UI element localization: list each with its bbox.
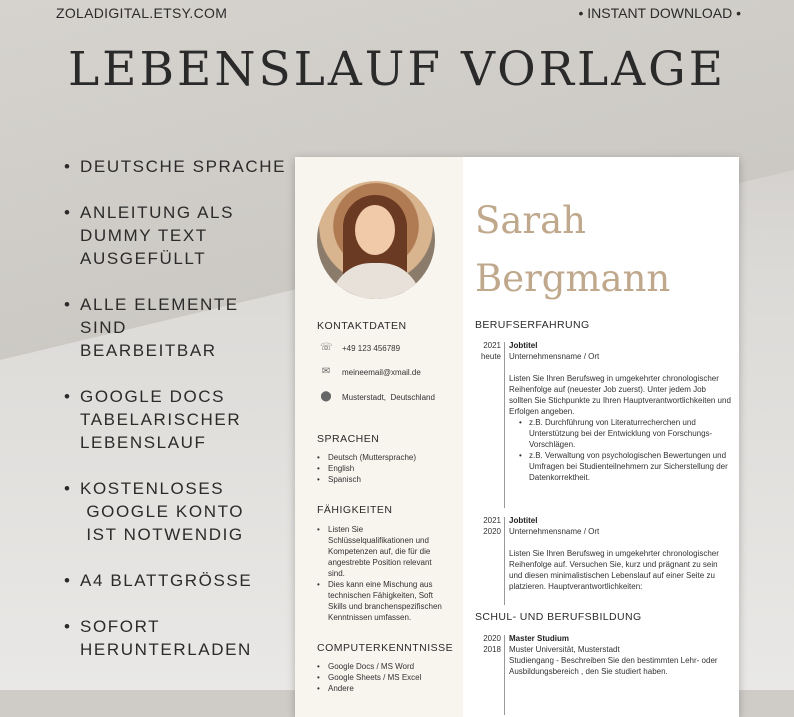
job-company: Unternehmensname / Ort (509, 527, 600, 536)
feature-item (64, 615, 289, 661)
feature-line: TABELARISCHER (80, 410, 242, 429)
address-text: Musterstadt, Deutschland (342, 392, 435, 402)
phone-text: +49 123 456789 (342, 343, 401, 353)
languages-list (317, 452, 457, 485)
instant-download-label: • INSTANT DOWNLOAD • (578, 5, 741, 21)
list-item: • z.B. Durchführung von Literaturrecherchen und Unterstützung bei der Entwicklung von Forschungs-Vorschlägen. (519, 417, 731, 450)
feature-list (64, 155, 289, 684)
feature-line: • SOFORT (80, 617, 161, 636)
skills-list (317, 524, 449, 623)
feature-line: GOOGLE KONTO (80, 502, 245, 521)
feature-line: • ANLEITUNG ALS (80, 203, 235, 222)
skills-heading: FÄHIGKEITEN (317, 504, 393, 516)
job-year-from: 2021 (483, 341, 501, 350)
location-pin-icon: ⬤ (320, 391, 332, 402)
feature-line: • ALLE ELEMENTE SIND (80, 295, 239, 337)
education-entry (475, 633, 733, 713)
feature-line: • DEUTSCHE SPRACHE (80, 157, 287, 176)
timeline-line (504, 517, 505, 605)
feature-item (64, 201, 289, 270)
timeline-line (504, 635, 505, 715)
list-item: • Listen Sie Schlüsselqualifikationen und Kompetenzen auf, die für die angestrebte Position relevant sind. (317, 524, 449, 579)
job-year-to: 2020 (483, 527, 501, 536)
job-entry (475, 515, 733, 607)
edu-year-from: 2020 (483, 634, 501, 643)
list-item: • Spanisch (317, 474, 457, 485)
brand-url: ZOLADIGITAL.ETSY.COM (56, 5, 228, 21)
feature-line: • KOSTENLOSES (80, 479, 225, 498)
job-description: Listen Sie Ihren Berufsweg in umgekehrter chronologischer Reihenfolge auf (neuester Job zuerst). Unter jedem Job sollten Sie Stichpunkte zu Ihren Hauptverantwortlichkeiten und Erfolgen angeben. (509, 374, 731, 416)
phone-icon: ☏ (320, 342, 333, 353)
page-title: LEBENSLAUF VORLAGE (67, 42, 727, 97)
job-year-to: heute (480, 352, 501, 361)
contact-email (320, 366, 421, 378)
edu-description: Studiengang - Beschreiben Sie den bestimmten Lehr- oder Ausbildungsbereich , den Sie studiert haben. (509, 656, 718, 676)
feature-item (64, 569, 289, 592)
feature-item (64, 385, 289, 454)
feature-line: LEBENSLAUF (80, 433, 207, 452)
feature-line: IST NOTWENDIG (80, 525, 244, 544)
resume-last-name: Bergmann (475, 257, 671, 300)
job-company: Unternehmensname / Ort (509, 352, 600, 361)
job-entry (475, 340, 733, 508)
job-title: Jobtitel (509, 516, 538, 525)
contact-phone (320, 342, 400, 354)
list-item: • English (317, 463, 457, 474)
resume-preview (295, 157, 739, 717)
languages-heading: SPRACHEN (317, 433, 380, 445)
profile-photo (317, 181, 435, 299)
list-item: • Google Sheets / MS Excel (317, 672, 457, 683)
feature-line: HERUNTERLADEN (80, 640, 252, 659)
feature-line: • GOOGLE DOCS (80, 387, 226, 406)
edu-title: Master Studium (509, 634, 570, 643)
list-item: • z.B. Verwaltung von psychologischen Bewertungen und Umfragen bei Studienteilnehmern zur Sicherstellung der Datenkorrektheit. (519, 450, 731, 483)
job-year-from: 2021 (483, 516, 501, 525)
computer-list (317, 661, 457, 694)
list-item: • Deutsch (Muttersprache) (317, 452, 457, 463)
job-title: Jobtitel (509, 341, 538, 350)
edu-year-to: 2018 (483, 645, 501, 654)
email-text: meineemail@xmail.de (342, 367, 421, 377)
list-item: • Dies kann eine Mischung aus technischen Fähigkeiten, Soft Skills und branchenspezifischen Kenntnissen umfassen. (317, 579, 449, 623)
edu-school: Muster Universität, Musterstadt (509, 645, 620, 654)
list-item: • Google Docs / MS Word (317, 661, 457, 672)
job-description: Listen Sie Ihren Berufsweg in umgekehrter chronologischer Reihenfolge auf. Versuchen Sie, kurz und prägnant zu sein und diesen minimalistischen Lebenslauf auf einer Seite zu platzieren. Hauptverantwortlichkeiten: (509, 549, 719, 591)
timeline-line (504, 342, 505, 508)
contact-heading: KONTAKTDATEN (317, 320, 407, 332)
feature-line: • A4 BLATTGRÖSSE (80, 571, 253, 590)
contact-address (320, 391, 435, 403)
feature-item (64, 477, 289, 546)
feature-line: AUSGEFÜLLT (80, 249, 207, 268)
resume-first-name: Sarah (475, 199, 586, 242)
education-heading: SCHUL- UND BERUFSBILDUNG (475, 611, 642, 623)
computer-heading: COMPUTERKENNTNISSE (317, 642, 454, 654)
experience-heading: BERUFSERFAHRUNG (475, 319, 590, 331)
feature-item (64, 293, 289, 362)
list-item: • Andere (317, 683, 457, 694)
feature-line: BEARBEITBAR (80, 341, 217, 360)
job-bullets (519, 417, 731, 483)
feature-line: DUMMY TEXT (80, 226, 208, 245)
mail-icon: ✉ (321, 366, 331, 377)
feature-item (64, 155, 289, 178)
